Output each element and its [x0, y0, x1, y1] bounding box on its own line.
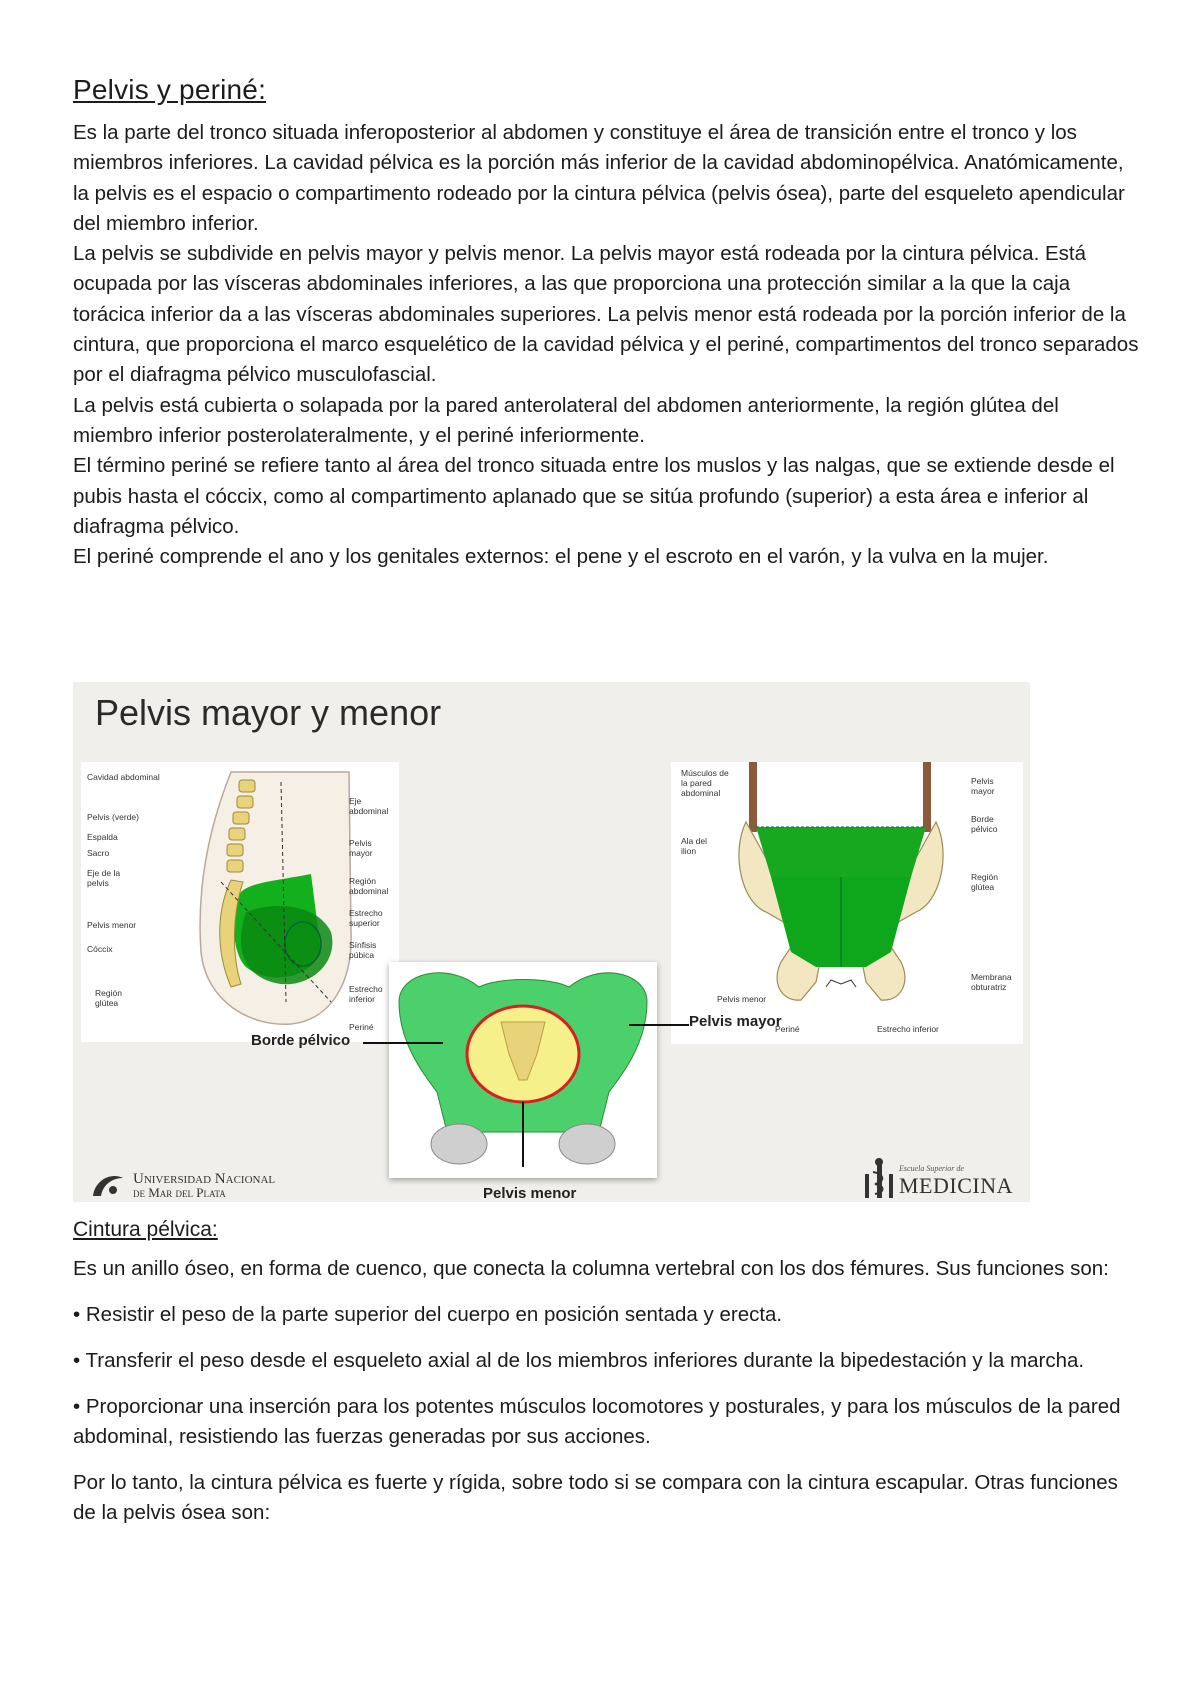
label-borde-pelvico-right: Borde pélvico	[971, 814, 998, 834]
label-sacro: Sacro	[87, 848, 110, 858]
section-heading: Cintura pélvica:	[73, 1218, 218, 1241]
intro-paragraph: Es la parte del tronco situada inferoposterior al abdomen y constituye el área de transición entre el tronco y los miembros inferiores. La cavidad pélvica es la porción más inferior de la cavidad abdominopélvica. Anatómicamente, la pelvis es el espacio o compartimento rodeado por la cintura pélvica (pelvis ósea), parte del esqueleto apendicular del miembro inferior.	[73, 121, 1125, 235]
pelvis-figure	[73, 682, 1030, 1202]
cintura-pelvica-section	[73, 1218, 1143, 1544]
label-espalda: Espalda	[87, 832, 118, 842]
intro-text	[73, 118, 1143, 572]
label-perine-right: Periné	[775, 1024, 800, 1034]
label-sinfisis: Sínfisis púbica	[349, 940, 377, 960]
label-coccix: Cóccix	[87, 944, 113, 954]
intro-paragraph: El término periné se refiere tanto al área del tronco situada entre los muslos y las nalgas, que se extiende desde el pubis hasta el cóccix, como al compartimento aplanado que se sitúa profundo (superior) a esta área e inferior al diafragma pélvico.	[73, 454, 1115, 538]
callout-line-mayor	[629, 1024, 689, 1026]
inlet-illustration	[389, 962, 657, 1178]
label-pelvis-mayor-right: Pelvis mayor	[971, 776, 995, 796]
intro-paragraph: La pelvis está cubierta o solapada por la pared anterolateral del abdomen anteriormente, la región glútea del miembro inferior posterolateralmente, y el periné inferiormente.	[73, 393, 1059, 447]
label-estrecho-superior: Estrecho superior	[349, 908, 383, 928]
frontal-panel	[671, 762, 1023, 1044]
page-title: Pelvis y periné:	[73, 74, 267, 105]
section-paragraph: Es un anillo óseo, en forma de cuenco, que conecta la columna vertebral con los dos fémures. Sus funciones son:	[73, 1257, 1109, 1280]
label-musculos-pared: Músculos de la pared abdominal	[681, 768, 729, 798]
label-membrana-obturatriz: Membrana obturatriz	[971, 972, 1012, 992]
label-region-glutea: Región glútea	[95, 988, 122, 1008]
callout-pelvis-mayor: Pelvis mayor	[689, 1013, 782, 1030]
bullet-item: • Resistir el peso de la parte superior del cuerpo en posición sentada y erecta.	[73, 1303, 783, 1326]
label-perine: Periné	[349, 1022, 374, 1032]
sagittal-panel	[81, 762, 399, 1042]
medicine-logo-text: Escuela Superior de MEDICINA	[899, 1164, 1013, 1198]
label-cavidad-abdominal: Cavidad abdominal	[87, 772, 160, 782]
document-page	[73, 74, 1143, 572]
label-pelvis-mayor: Pelvis mayor	[349, 838, 373, 858]
figure-title: Pelvis mayor y menor	[95, 692, 442, 733]
label-estrecho-inferior: Estrecho inferior	[349, 984, 383, 1004]
callout-pelvis-menor: Pelvis menor	[483, 1185, 577, 1202]
intro-paragraph: La pelvis se subdivide en pelvis mayor y pelvis menor. La pelvis mayor está rodeada por la cintura pélvica. Está ocupada por las vísceras abdominales inferiores, a las que proporciona una protección similar a la que la caja torácica inferior da a las vísceras abdominales superiores. La pelvis menor está rodeada por la porción inferior de la cintura, que proporciona el marco esquelético de la cavidad pélvica y el periné, compartimentos del tronco separados por el diafragma pélvico musculofascial.	[73, 242, 1139, 387]
label-pelvis-verde: Pelvis (verde)	[87, 812, 139, 822]
intro-paragraph: El periné comprende el ano y los genitales externos: el pene y el escroto en el varón, y la vulva en la mujer.	[73, 545, 1049, 569]
label-pelvis-menor-right: Pelvis menor	[717, 994, 767, 1004]
label-ala-ilion: Ala del ilion	[681, 836, 707, 856]
callout-line-borde	[363, 1042, 443, 1044]
label-region-glutea-right: Región glútea	[971, 872, 998, 892]
callout-borde-pelvico: Borde pélvico	[251, 1032, 351, 1049]
inlet-panel	[389, 962, 657, 1178]
label-estrecho-inferior-right: Estrecho inferior	[877, 1024, 939, 1034]
label-region-abdominal: Región abdominal	[349, 876, 389, 896]
university-logo-icon	[89, 1170, 125, 1200]
medicine-logo-icon	[863, 1156, 895, 1200]
section-paragraph-final: Por lo tanto, la cintura pélvica es fuerte y rígida, sobre todo si se compara con la cintura escapular. Otras funciones de la pelvis ósea son:	[73, 1471, 1118, 1524]
label-eje-pelvis: Eje de la pelvis	[87, 868, 121, 888]
bullet-item: • Proporcionar una inserción para los potentes músculos locomotores y posturales, y para los músculos de la pared abdominal, resistiendo las fuerzas generadas por sus acciones.	[73, 1395, 1121, 1448]
bullet-item: • Transferir el peso desde el esqueleto axial al de los miembros inferiores durante la bipedestación y la marcha.	[73, 1349, 1085, 1372]
label-eje-abdominal: Eje abdominal	[349, 796, 389, 816]
university-logo-text: Universidad Nacional de Mar del Plata	[133, 1171, 276, 1200]
label-pelvis-menor: Pelvis menor	[87, 920, 137, 930]
